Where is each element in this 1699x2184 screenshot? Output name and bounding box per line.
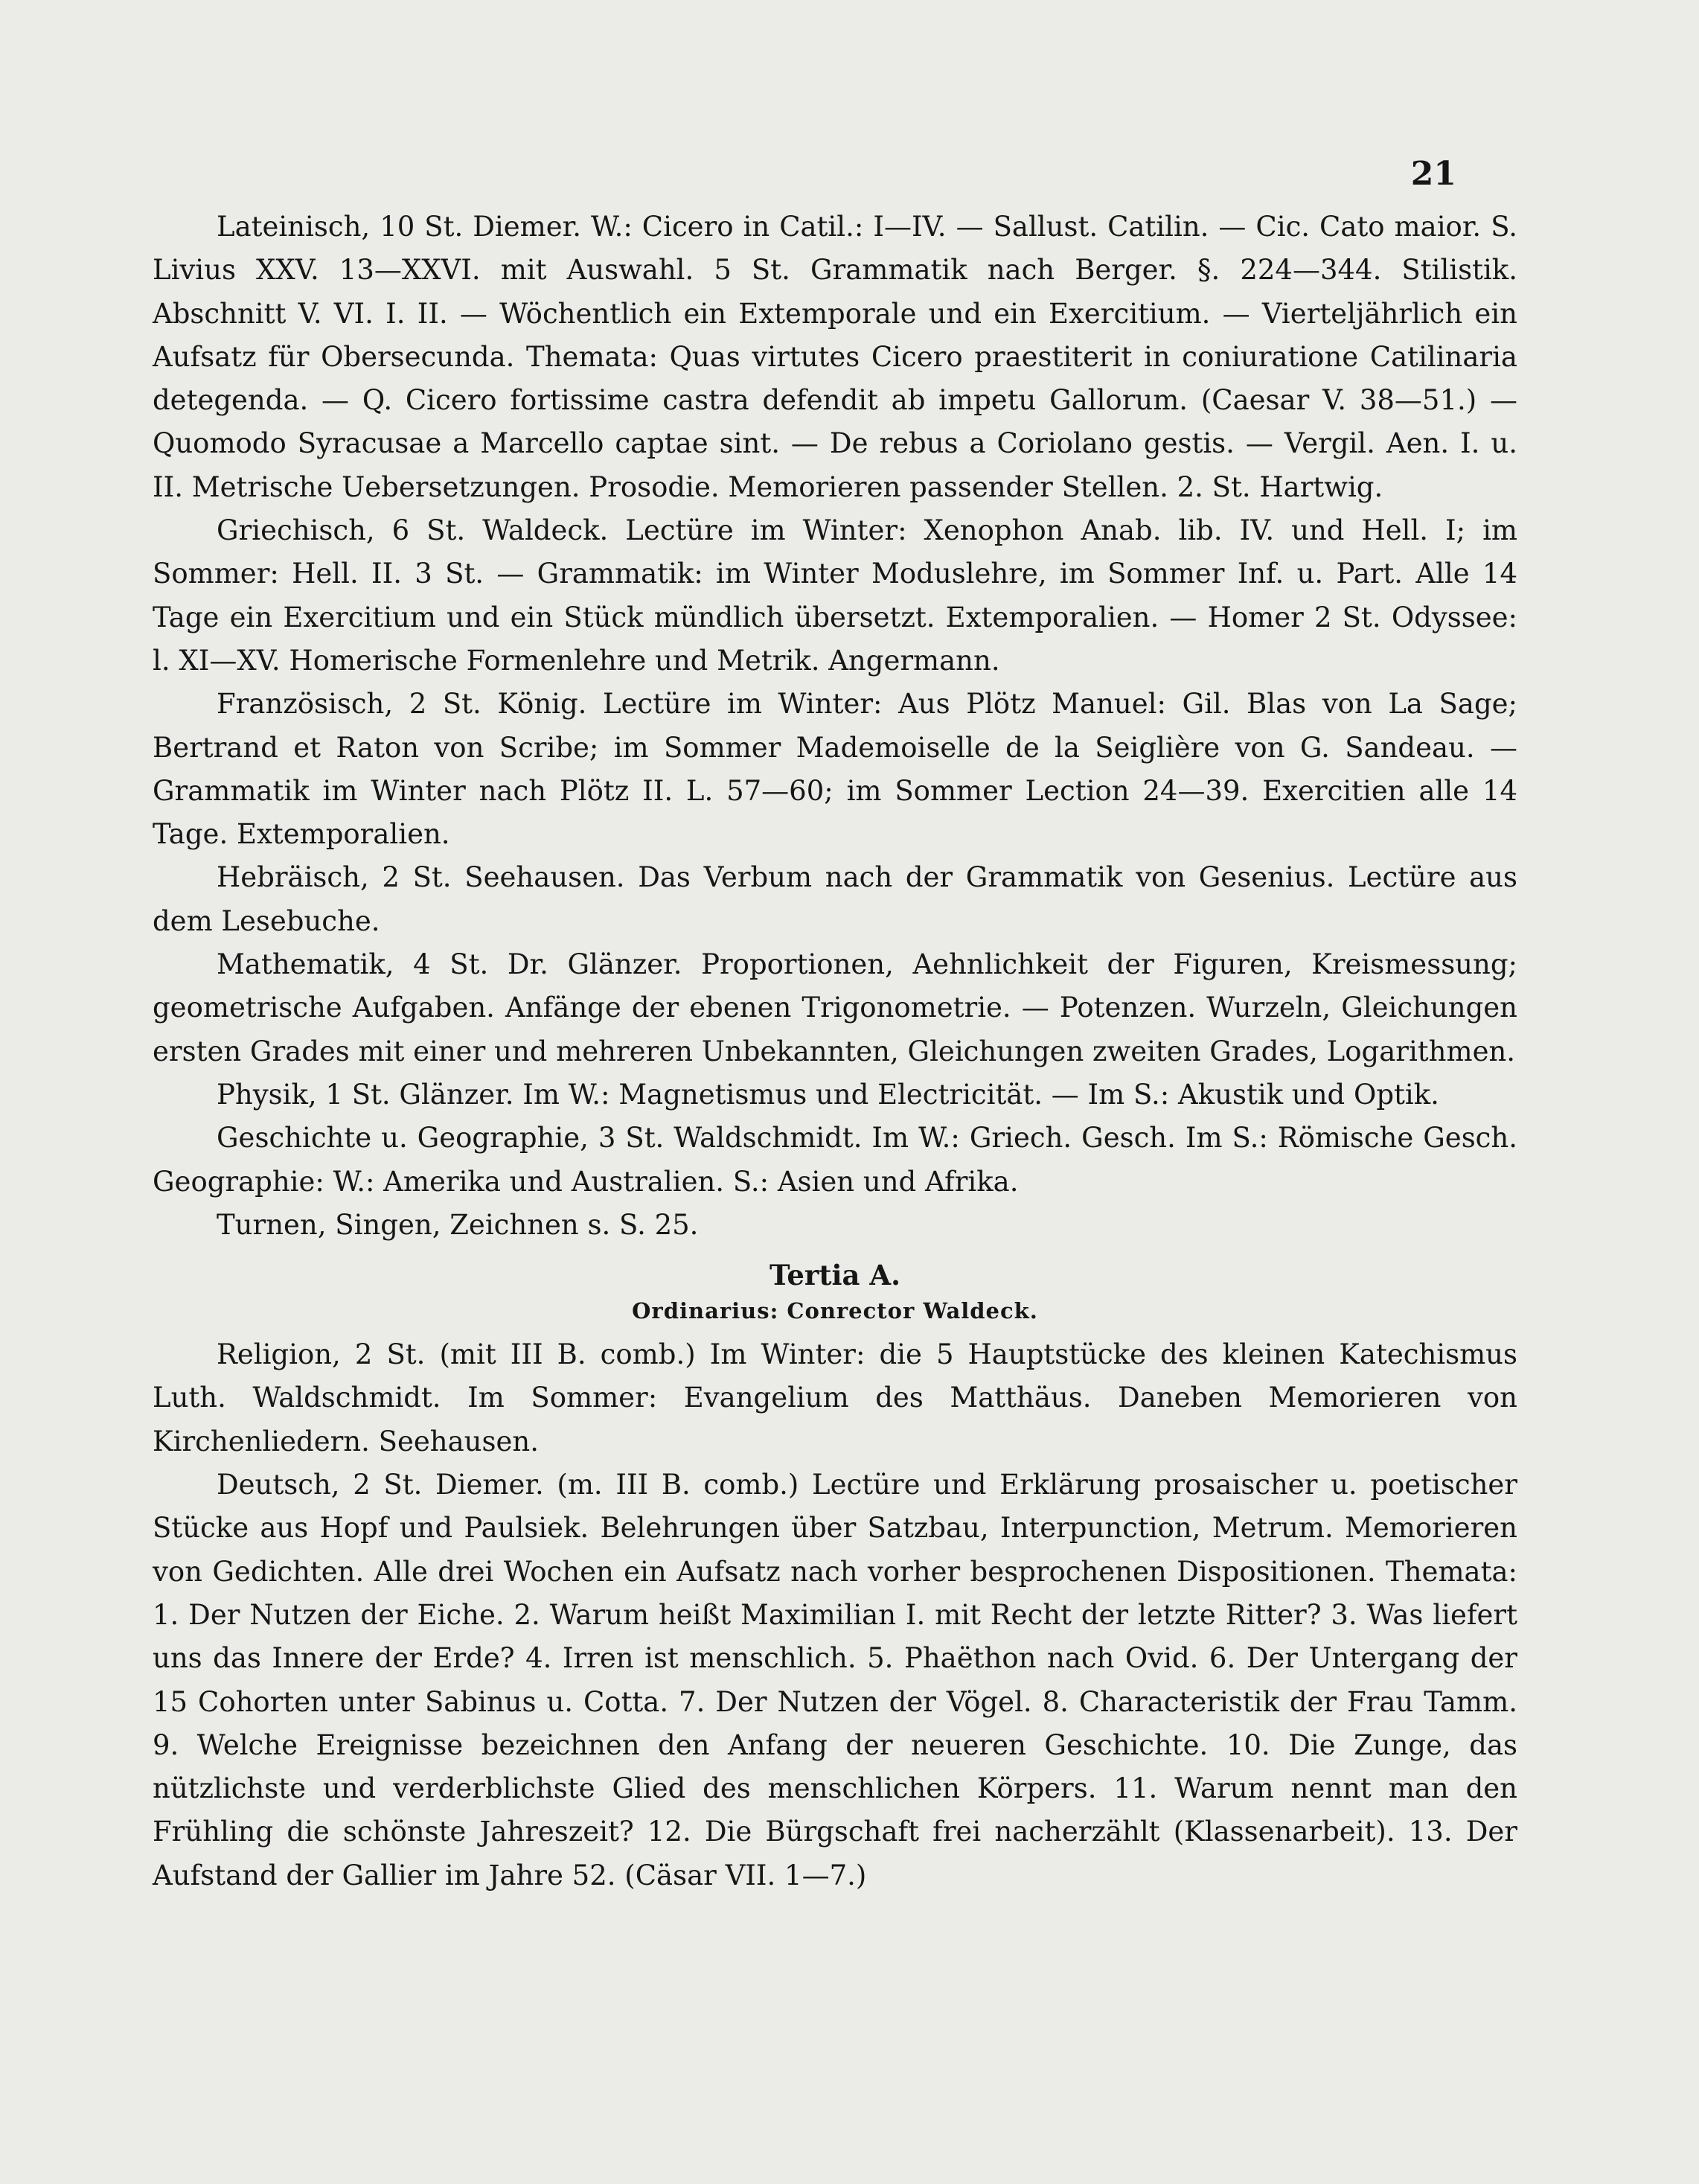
lower-text-block xyxy=(153,1333,1517,1897)
paragraph-hebrew: Hebräisch, 2 St. Seehausen. Das Verbum nach der Grammatik von Gesenius. Lectüre aus dem Lesebuche. xyxy=(153,861,1517,937)
upper-text-block xyxy=(153,205,1517,1247)
paragraph-physics: Physik, 1 St. Glänzer. Im W.: Magnetismus und Electricität. — Im S.: Akustik und Optik. xyxy=(217,1078,1439,1111)
paragraph-german: Deutsch, 2 St. Diemer. (m. III B. comb.) Lectüre und Erklärung prosaischer u. poetischer Stücke aus Hopf und Paulsiek. Belehrungen über Satzbau, Interpunction, Metrum. Memorieren von Gedichten. Alle drei Wochen ein Aufsatz nach vorher besprochenen Dispositionen. Themata: 1. Der Nutzen der Eiche. 2. Warum heißt Maximilian I. mit Recht der letzte Ritter? 3. Was liefert uns das Innere der Erde? 4. Irren ist menschlich. 5. Phaëthon nach Ovid. 6. Der Untergang der 15 Cohorten unter Sabinus u. Cotta. 7. Der Nutzen der Vögel. 8. Characteristik der Frau Tamm. 9. Welche Ereignisse bezeichnen den Anfang der neueren Geschichte. 10. Die Zunge, das nützlichste und verderblichste Glied des menschlichen Körpers. 11. Warum nennt man den Frühling die schönste Jahreszeit? 12. Die Bürgschaft frei nacherzählt (Klassenarbeit). 13. Der Aufstand der Gallier im Jahre 52. (Cäsar VII. 1—7.) xyxy=(153,1469,1517,1891)
paragraph-french: Französisch, 2 St. König. Lectüre im Winter: Aus Plötz Manuel: Gil. Blas von La Sage; Bertrand et Raton von Scribe; im Sommer Mademoiselle de la Seiglière von G. Sandeau. — Grammatik im Winter nach Plötz II. L. 57—60; im Sommer Lection 24—39. Exercitien alle 14 Tage. Extemporalien. xyxy=(153,688,1517,851)
paragraph-mathematics: Mathematik, 4 St. Dr. Glänzer. Proportionen, Aehnlichkeit der Figuren, Kreismessung; geometrische Aufgaben. Anfänge der ebenen Trigonometrie. — Potenzen. Wurzeln, Gleichungen ersten Grades mit einer und mehreren Unbekannten, Gleichungen zweiten Grades, Logarithmen. xyxy=(153,948,1517,1067)
section-title: Tertia A. xyxy=(769,1259,900,1292)
paragraph-religion: Religion, 2 St. (mit III B. comb.) Im Winter: die 5 Hauptstücke des kleinen Katechismus Luth. Waldschmidt. Im Sommer: Evangelium des Matthäus. Daneben Memorieren von Kirchenliedern. Seehausen. xyxy=(153,1338,1517,1457)
section-subtitle: Ordinarius: Conrector Waldeck. xyxy=(632,1298,1038,1324)
paragraph-latin: Lateinisch, 10 St. Diemer. W.: Cicero in Catil.: I—IV. — Sallust. Catilin. — Cic. Cato maior. S. Livius XXV. 13—XXVI. mit Auswahl. 5 St. Grammatik nach Berger. §. 224—344. Stilistik. Abschnitt V. VI. I. II. — Wöchentlich ein Extemporale und ein Exercitium. — Vierteljährlich ein Aufsatz für Obersecunda. Themata: Quas virtutes Cicero praestiterit in coniuratione Catilinaria detegenda. — Q. Cicero fortissime castra defendit ab impetu Gallorum. (Caesar V. 38—51.) — Quomodo Syracusae a Marcello captae sint. — De rebus a Coriolano gestis. — Vergil. Aen. I. u. II. Metrische Uebersetzungen. Prosodie. Memorieren passender Stellen. 2. St. Hartwig. xyxy=(153,211,1517,503)
paragraph-history-geography: Geschichte u. Geographie, 3 St. Waldschmidt. Im W.: Griech. Gesch. Im S.: Römische Gesch. Geographie: W.: Amerika und Australien. S.: Asien und Afrika. xyxy=(153,1122,1517,1198)
paragraph-gymnastics: Turnen, Singen, Zeichnen s. S. 25. xyxy=(217,1208,699,1241)
paragraph-greek: Griechisch, 6 St. Waldeck. Lectüre im Winter: Xenophon Anab. lib. IV. und Hell. I; im Sommer: Hell. II. 3 St. — Grammatik: im Winter Moduslehre, im Sommer Inf. u. Part. Alle 14 Tage ein Exercitium und ein Stück mündlich übersetzt. Extemporalien. — Homer 2 St. Odyssee: l. XI—XV. Homerische Formenlehre und Metrik. Angermann. xyxy=(153,514,1517,677)
page-number: 21 xyxy=(1410,155,1456,193)
